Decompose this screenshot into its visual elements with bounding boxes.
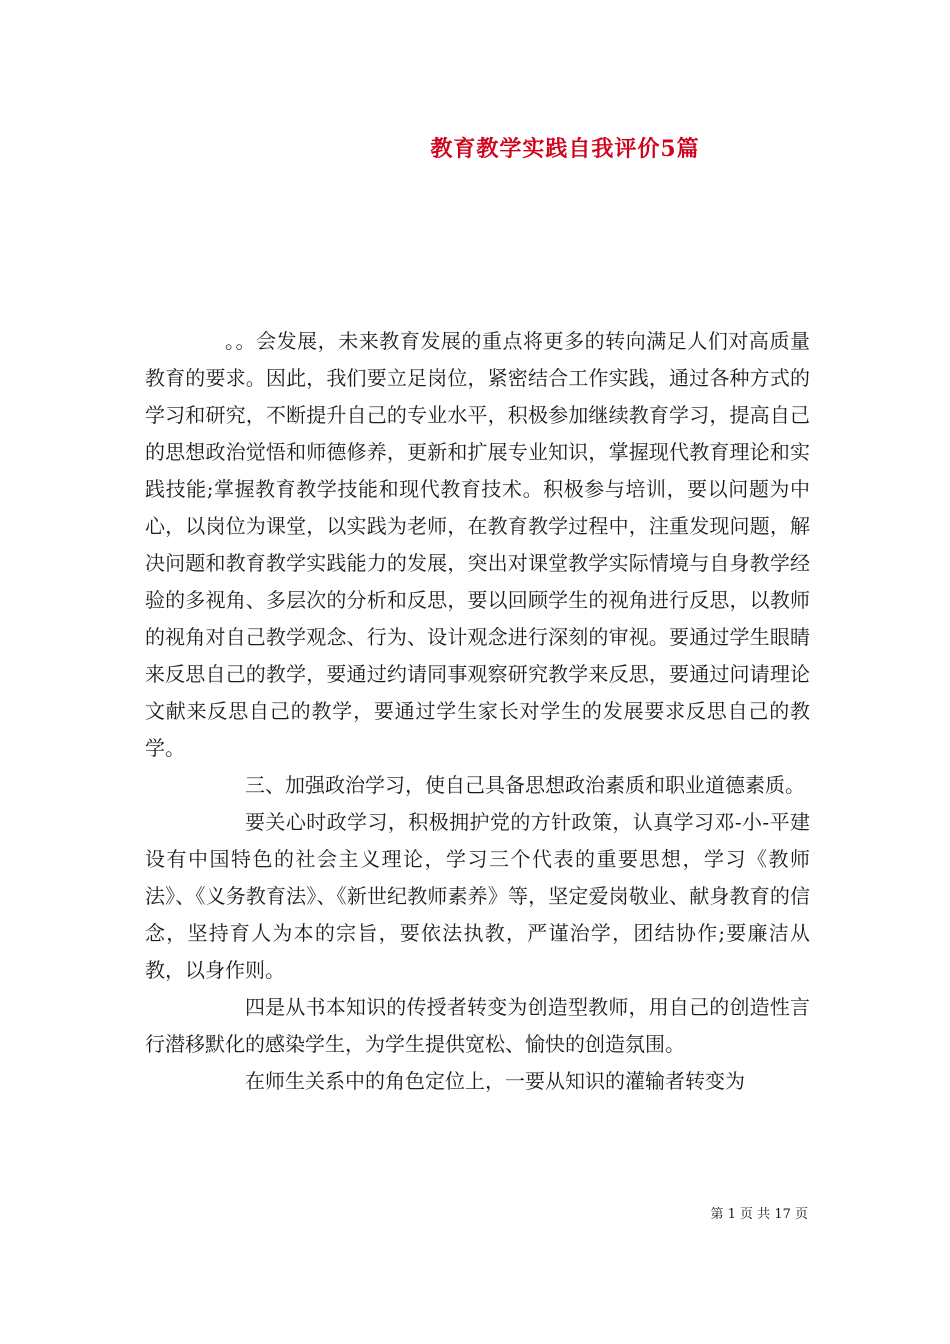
paragraph-5: 在师生关系中的角色定位上，一要从知识的灌输者转变为 bbox=[245, 1069, 745, 1093]
document-title: 教育教学实践自我评价5篇 bbox=[430, 136, 700, 162]
paragraph-2: 三、加强政治学习，使自己具备思想政治素质和职业道德素质。 bbox=[245, 773, 805, 797]
paragraph-1: 。。会发展，未来教育发展的重点将更多的转向满足人们对高质量教育的要求。因此，我们要立足岗位，紧密结合工作实践，通过各种方式的学习和研究，不断提升自己的专业水平，积极参加继续教育学习，提高自己的思想政治觉悟和师德修养，更新和扩展专业知识，掌握现代教育理论和实践技能;掌握教育教学技能和现代教育技术。积极参与培训，要以问题为中心，以岗位为课堂，以实践为老师，在教育教学过程中，注重发现问题，解决问题和教育教学实践能力的发展，突出对课堂教学实际情境与自身教学经验的多视角、多层次的分析和反思，要以回顾学生的视角进行反思，以教师的视角对自己教学观念、行为、设计观念进行深刻的审视。要通过学生眼睛来反思自己的教学，要通过约请同事观察研究教学来反思，要通过问请理论文献来反思自己的教学，要通过学生家长对学生的发展要求反思自己的教学。 bbox=[145, 329, 810, 760]
page-number-footer: 第 1 页 共 17 页 bbox=[710, 1207, 808, 1222]
paragraph-3: 要关心时政学习，积极拥护党的方针政策，认真学习邓-小-平建设有中国特色的社会主义理论，学习三个代表的重要思想，学习《教师法》、《义务教育法》、《新世纪教师素养》等，坚定爱岗敬业、献身教育的信念，坚持育人为本的宗旨，要依法执教，严谨治学，团结协作;要廉洁从教，以身作则。 bbox=[145, 810, 810, 982]
paragraph-4: 四是从书本知识的传授者转变为创造型教师，用自己的创造性言行潜移默化的感染学生，为学生提供宽松、愉快的创造氛围。 bbox=[145, 995, 810, 1056]
document-body bbox=[145, 323, 810, 1100]
